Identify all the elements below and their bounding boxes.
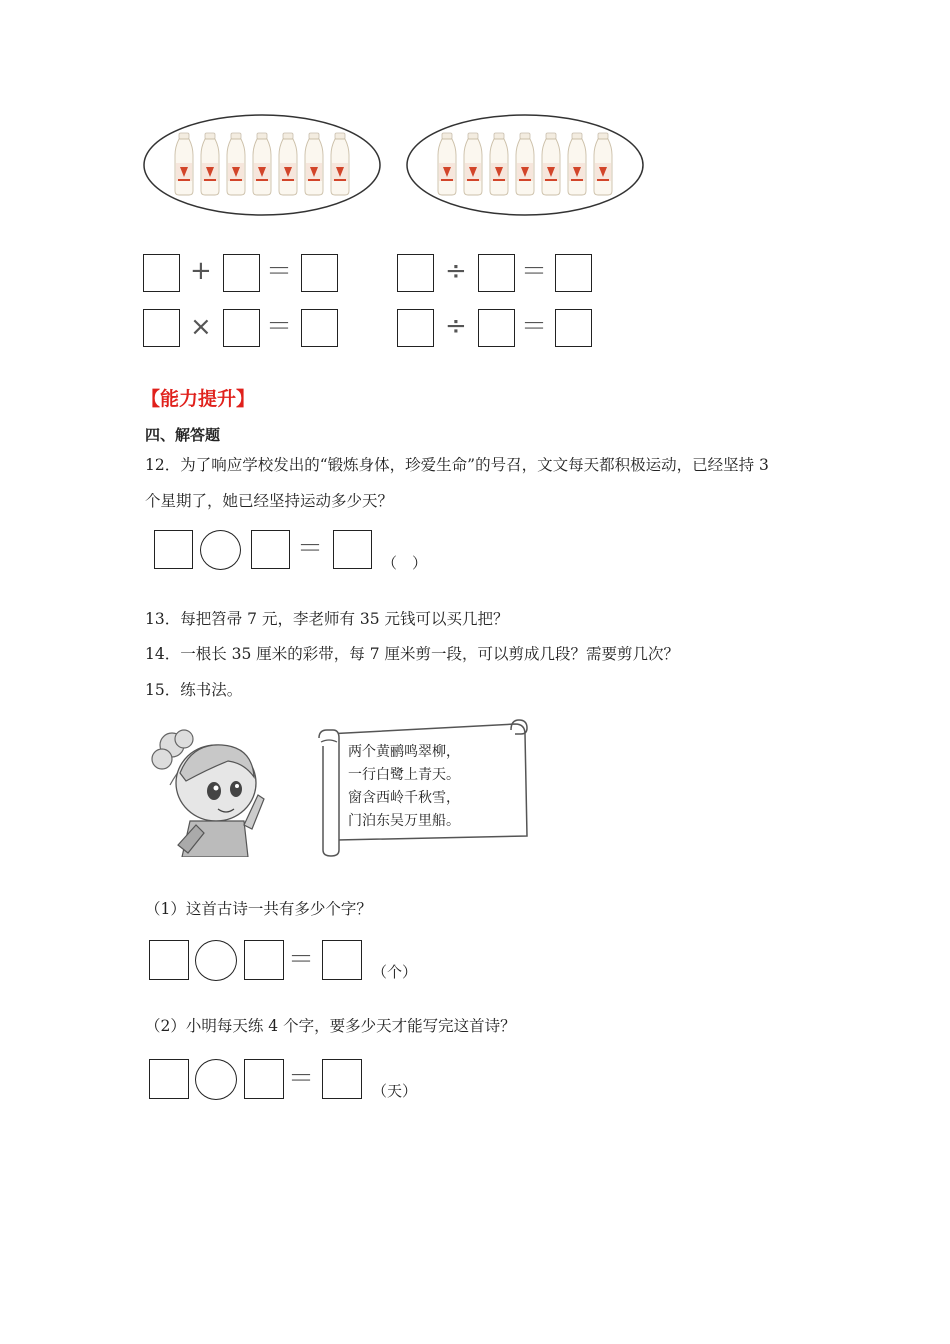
equals-sign: ＝ [288, 945, 315, 975]
answer-box[interactable] [244, 940, 284, 980]
milk-bottle-icon [253, 133, 271, 195]
milk-bottle-icon [542, 133, 560, 195]
girl-icon [148, 725, 266, 857]
answer-box[interactable] [301, 309, 338, 347]
milk-bottle-icon [305, 133, 323, 195]
poem-line: 一行白鹭上青天。 [348, 767, 460, 783]
answer-box[interactable] [397, 309, 434, 347]
milk-bottle-icon [331, 133, 349, 195]
milk-bottle-icon [594, 133, 612, 195]
answer-box[interactable] [149, 1059, 189, 1099]
divide-sign: ÷ [445, 256, 467, 286]
section-subheader: 四、解答题 [145, 426, 221, 444]
operator-circle[interactable] [195, 940, 237, 981]
answer-box[interactable] [478, 254, 515, 292]
question-15-part2: （2）小明每天练 4 个字，要多少天才能写完这首诗？ [145, 1017, 516, 1035]
question-12-line1: 12．为了响应学校发出的“锻炼身体，珍爱生命”的号召，文文每天都积极运动，已经坚持 3 [145, 456, 769, 474]
answer-box[interactable] [555, 254, 592, 292]
answer-box[interactable] [251, 530, 290, 569]
answer-box[interactable] [223, 254, 260, 292]
answer-box[interactable] [397, 254, 434, 292]
divide-sign: ÷ [445, 311, 467, 341]
equals-sign: ＝ [266, 257, 293, 287]
poem-line: 两个黄鹂鸣翠柳， [348, 744, 460, 760]
question-12-line2: 个星期了，她已经坚持运动多少天？ [145, 492, 394, 510]
milk-bottles-icon [142, 113, 382, 217]
section-header: 【能力提升】 [141, 388, 256, 410]
question-15: 15．练书法。 [145, 681, 243, 699]
times-sign: × [190, 312, 212, 342]
milk-bottles-group-left [142, 113, 382, 217]
operator-circle[interactable] [200, 530, 241, 570]
answer-box[interactable] [143, 254, 180, 292]
poem-line: 窗含西岭千秋雪， [348, 790, 460, 806]
unit-label: （ ） [382, 554, 428, 572]
equals-sign: ＝ [521, 312, 548, 342]
answer-box[interactable] [143, 309, 180, 347]
milk-bottles-icon [405, 113, 645, 217]
answer-box[interactable] [322, 1059, 362, 1099]
answer-box[interactable] [333, 530, 372, 569]
equals-sign: ＝ [297, 534, 324, 564]
equals-sign: ＝ [266, 312, 293, 342]
unit-label: （天） [372, 1082, 418, 1100]
milk-bottle-icon [568, 133, 586, 195]
unit-label: （个） [372, 963, 418, 981]
answer-box[interactable] [149, 940, 189, 980]
poem-line: 门泊东吴万里船。 [348, 813, 460, 829]
answer-box[interactable] [322, 940, 362, 980]
equals-sign: ＝ [521, 257, 548, 287]
question-14: 14．一根长 35 厘米的彩带，每 7 厘米剪一段，可以剪成几段？需要剪几次？ [145, 645, 680, 663]
answer-box[interactable] [555, 309, 592, 347]
milk-bottle-icon [279, 133, 297, 195]
equals-sign: ＝ [288, 1064, 315, 1094]
milk-bottle-icon [438, 133, 456, 195]
milk-bottle-icon [201, 133, 219, 195]
milk-bottles-group-right [405, 113, 645, 217]
milk-bottle-icon [516, 133, 534, 195]
milk-bottle-icon [227, 133, 245, 195]
question-15-part1: （1）这首古诗一共有多少个字？ [145, 900, 372, 918]
answer-box[interactable] [154, 530, 193, 569]
scroll-icon [315, 716, 531, 858]
answer-box[interactable] [478, 309, 515, 347]
girl-illustration [148, 725, 266, 857]
plus-sign: + [190, 256, 212, 286]
milk-bottle-icon [175, 133, 193, 195]
question-13: 13．每把笤帚 7 元，李老师有 35 元钱可以买几把？ [145, 610, 509, 628]
poem-scroll [315, 716, 531, 858]
operator-circle[interactable] [195, 1059, 237, 1100]
answer-box[interactable] [223, 309, 260, 347]
answer-box[interactable] [244, 1059, 284, 1099]
answer-box[interactable] [301, 254, 338, 292]
milk-bottle-icon [464, 133, 482, 195]
milk-bottle-icon [490, 133, 508, 195]
